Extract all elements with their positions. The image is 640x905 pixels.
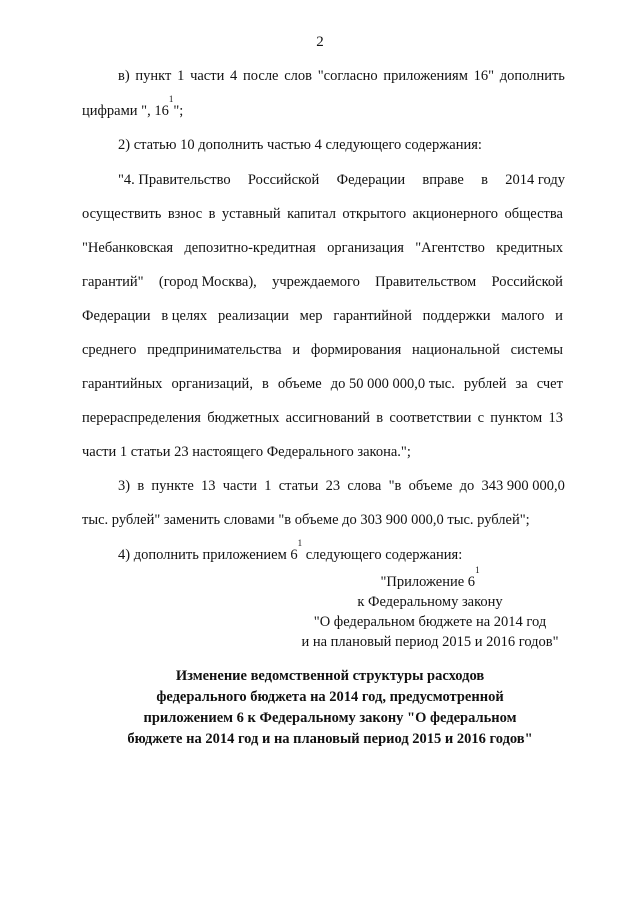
word: объеме <box>277 376 322 392</box>
word: и <box>292 342 301 358</box>
item-4-text: 4) дополнить приложением 6 <box>118 547 298 563</box>
word: слова <box>347 478 382 494</box>
item-v-line-1 <box>118 67 565 85</box>
word: в целях <box>161 308 208 324</box>
word: Федерации <box>82 308 151 324</box>
word: пункт <box>135 68 172 84</box>
item-v-text: цифрами ", 16 <box>82 103 169 119</box>
word: 23 <box>325 478 341 494</box>
word: вправе <box>422 172 464 188</box>
word: реализации <box>217 308 289 324</box>
quote-line-9: части 1 статьи 23 настоящего Федерального закона."; <box>82 444 411 460</box>
word: статьи <box>278 478 319 494</box>
item-2: 2) статью 10 дополнить частью 4 следующего содержания: <box>118 137 482 153</box>
word: за <box>515 376 528 392</box>
title-line-2: федерального бюджета на 2014 год, предусмотренной <box>156 689 504 705</box>
title-line-1: Изменение ведомственной структуры расходов <box>175 668 485 684</box>
word: в <box>261 376 269 392</box>
word: рублей <box>463 376 507 392</box>
appendix-line-2: к Федеральному закону <box>357 594 503 610</box>
word: открытого <box>342 206 407 222</box>
quote-line-5 <box>82 307 563 325</box>
word: ассигнований <box>285 410 371 426</box>
word: с <box>477 410 485 426</box>
word: перераспределения <box>82 410 201 426</box>
word: и <box>555 308 563 324</box>
word: среднего <box>82 342 137 358</box>
word: предпринимательства <box>147 342 282 358</box>
title-line-4: бюджете на 2014 год и на плановый период 2015 и 2016 годов" <box>127 731 533 747</box>
word: депозитно-кредитная <box>184 240 316 256</box>
word: бюджетных <box>207 410 280 426</box>
word: национальной <box>412 342 500 358</box>
word: до <box>459 478 475 494</box>
word: гарантий" <box>82 274 144 290</box>
word: (город Москва), <box>158 274 257 290</box>
word: счет <box>536 376 563 392</box>
word: 13 <box>548 410 563 426</box>
word: до 50 000 000,0 тыс. <box>330 376 455 392</box>
word: поддержки <box>422 308 491 324</box>
word: "в <box>388 478 402 494</box>
word: пункте <box>151 478 194 494</box>
word: "4. Правительство <box>118 172 231 188</box>
word: "согласно <box>317 68 378 84</box>
superscript: 1 <box>475 565 480 575</box>
quote-line-3 <box>82 239 563 257</box>
item-4 <box>118 538 463 564</box>
word: в <box>137 478 145 494</box>
word: в <box>208 206 216 222</box>
word: осуществить <box>82 206 162 222</box>
word: Правительством <box>375 274 477 290</box>
appendix-line-1 <box>295 565 565 591</box>
word: 3) <box>118 478 131 494</box>
word: в) <box>118 68 130 84</box>
superscript: 1 <box>168 94 174 104</box>
word: 343 900 000,0 <box>481 478 565 494</box>
item-v-text-end: "; <box>173 103 184 119</box>
word: 1 <box>264 478 272 494</box>
word: приложениям <box>383 68 468 84</box>
word: 16" <box>473 68 495 84</box>
item-3-line-1 <box>118 477 565 495</box>
word: Российской <box>247 172 320 188</box>
word: 1 <box>177 68 185 84</box>
quote-line-4 <box>82 273 563 291</box>
quote-line-1 <box>118 171 565 189</box>
quote-line-8 <box>82 409 563 427</box>
page-number: 2 <box>316 34 324 50</box>
appendix-title: "Приложение 6 <box>380 574 476 590</box>
quote-line-6 <box>82 341 563 359</box>
word: 13 <box>201 478 216 494</box>
word: дополнить <box>499 68 565 84</box>
item-v-line-2 <box>82 94 184 120</box>
word: слов <box>284 68 312 84</box>
word: акционерного <box>412 206 499 222</box>
appendix-line-3: "О федеральном бюджете на 2014 год <box>313 614 547 630</box>
word: "Агентство <box>415 240 485 256</box>
word: части <box>190 68 225 84</box>
quote-line-2 <box>82 205 563 223</box>
word: уставный <box>221 206 281 222</box>
appendix-line-4: и на плановый период 2015 и 2016 годов" <box>301 634 559 650</box>
word: соответствии <box>389 410 472 426</box>
word: части <box>222 478 257 494</box>
word: в <box>376 410 384 426</box>
quote-line-7 <box>82 375 563 393</box>
word: малого <box>501 308 545 324</box>
word: 4 <box>230 68 238 84</box>
word: мер <box>299 308 323 324</box>
word: взнос <box>167 206 203 222</box>
word: учреждаемого <box>272 274 360 290</box>
word: капитал <box>287 206 336 222</box>
word: системы <box>510 342 563 358</box>
word: "Небанковская <box>82 240 174 256</box>
word: организаций, <box>171 376 253 392</box>
word: Федерации <box>336 172 406 188</box>
word: 2014 году <box>505 172 565 188</box>
word: Российской <box>491 274 563 290</box>
word: организация <box>327 240 404 256</box>
word: кредитных <box>496 240 563 256</box>
word: объеме <box>408 478 453 494</box>
word: после <box>243 68 279 84</box>
word: гарантийных <box>82 376 163 392</box>
word: гарантийной <box>333 308 412 324</box>
superscript: 1 <box>297 538 303 548</box>
word: в <box>481 172 489 188</box>
title-line-3: приложением 6 к Федеральному закону "О федеральном <box>143 710 517 726</box>
word: формирования <box>310 342 402 358</box>
word: пунктом <box>490 410 543 426</box>
word: общества <box>504 206 563 222</box>
item-3-line-2: тыс. рублей" заменить словами "в объеме до 303 900 000,0 тыс. рублей"; <box>82 512 530 528</box>
item-4-text-end: следующего содержания: <box>302 547 463 563</box>
